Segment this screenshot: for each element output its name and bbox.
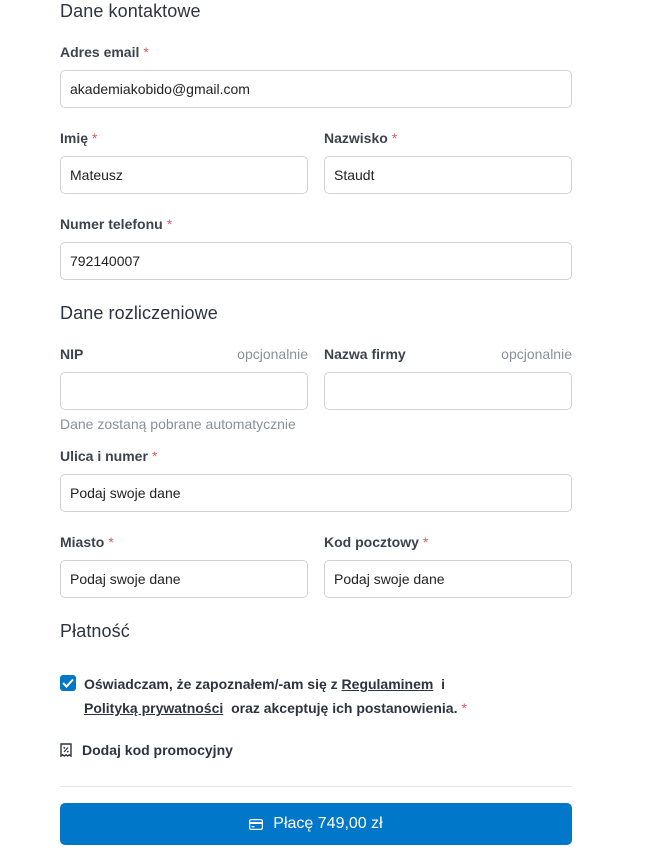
required-mark: * [391,130,398,146]
postal-code-input[interactable] [324,560,572,598]
company-label [324,344,572,364]
postal-code-field-group [324,532,572,598]
phone-label-text: Numer telefonu [60,216,163,232]
email-field-group [60,42,572,108]
nip-input[interactable] [60,372,308,410]
first-name-field-group [60,128,308,194]
email-input[interactable] [60,70,572,108]
required-mark: * [166,216,173,232]
email-label [60,42,572,62]
first-name-input[interactable] [60,156,308,194]
phone-field-group [60,214,572,280]
add-promo-code-link[interactable] [60,742,233,758]
company-input[interactable] [324,372,572,410]
required-mark: * [151,448,158,464]
city-field-group [60,532,308,598]
city-label-text: Miasto [60,534,105,550]
consent-and: i [441,676,446,692]
street-input[interactable] [60,474,572,512]
terms-link[interactable]: Regulaminem [341,676,434,692]
nip-label [60,344,308,364]
first-name-label-text: Imię [60,130,89,146]
company-label-text: Nazwa firmy [324,346,406,362]
first-name-label [60,128,308,148]
consent-row [60,672,500,720]
optional-label: opcjonalnie [237,346,308,362]
promo-label: Dodaj kod promocyjny [82,742,233,758]
consent-checkbox[interactable] [60,675,76,691]
consent-text [84,672,500,720]
checkmark-icon [62,678,74,688]
nip-label-text: NIP [60,346,84,362]
last-name-label [324,128,572,148]
required-mark: * [92,130,98,146]
payment-section-title: Płatność [60,621,130,641]
required-mark: * [422,534,429,550]
credit-card-icon [249,819,263,830]
required-mark: * [143,44,149,60]
contact-section-title: Dane kontaktowe [60,1,201,21]
last-name-label-text: Nazwisko [324,130,388,146]
pay-button-label: Płacę 749,00 zł [273,815,383,832]
postal-code-label [324,532,572,552]
street-label [60,446,572,466]
street-label-text: Ulica i numer [60,448,148,464]
city-input[interactable] [60,560,308,598]
street-field-group [60,446,572,512]
phone-label [60,214,572,234]
phone-input[interactable] [60,242,572,280]
consent-prefix: Oświadczam, że zapoznałem/-am się z [84,676,338,692]
consent-suffix: oraz akceptuję ich postanowienia. [231,700,458,716]
optional-label: opcjonalnie [501,346,572,362]
coupon-icon [60,743,72,757]
postal-code-label-text: Kod pocztowy [324,534,419,550]
email-label-text: Adres email [60,44,140,60]
last-name-field-group [324,128,572,194]
city-label [60,532,308,552]
privacy-policy-link[interactable]: Polityką prywatności [84,700,224,716]
nip-field-group [60,344,308,432]
nip-hint: Dane zostaną pobrane automatycznie [60,416,296,432]
required-mark: * [108,534,114,550]
company-field-group [324,344,572,410]
pay-button[interactable] [60,803,572,845]
last-name-input[interactable] [324,156,572,194]
required-mark: * [461,700,467,716]
billing-section-title: Dane rozliczeniowe [60,303,218,323]
divider [60,786,572,787]
